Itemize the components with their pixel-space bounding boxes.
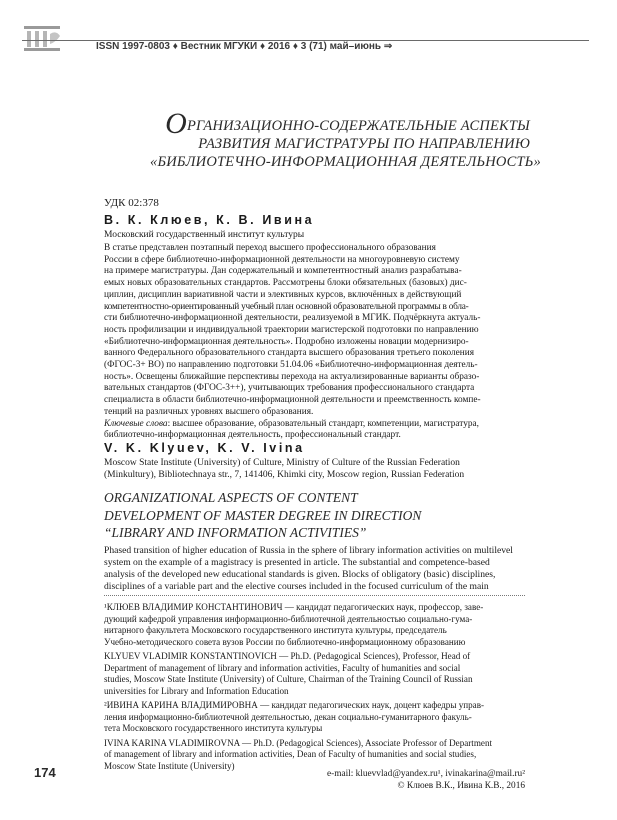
- footnote-line: Учебно-методического совета вузов России по библиотечно-информационному образованию: [104, 636, 466, 647]
- keywords-line-2: библиотечно-информационная деятельность, профессиональный стандарт.: [104, 430, 401, 441]
- abstract-ru-line: на примере магистратуры. Дан содержательный и компетентностный анализ разрабатыва-: [104, 266, 462, 277]
- copyright: © Клюев В.К., Ивина К.В., 2016: [397, 781, 525, 791]
- abstract-ru-line: тенций на различных уровнях высшего образования.: [104, 406, 314, 417]
- abstract-ru-line: специалиста в области библиотечно-информационной деятельности и преемственность компе-: [104, 395, 481, 406]
- abstract-ru-line: сти библиотечно-информационной деятельности, реализуемой в МГИК. Подчёркнута актуаль-: [104, 313, 481, 324]
- keywords-ru: [104, 419, 525, 431]
- author-emails[interactable]: e-mail: kluevvlad@yandex.ru¹, ivinakarina@mail.ru²: [327, 769, 525, 779]
- abstract-ru-line: ванного Федерального образовательного стандарта высшего образования третьего поколения: [104, 348, 474, 359]
- footnotes: [104, 602, 525, 775]
- keywords-line-1: : высшее образование, образовательный стандарт, компетенции, магистратура,: [167, 418, 479, 429]
- authors-en: V. K. Klyuev, K. V. Ivina: [104, 441, 305, 455]
- abstract-ru: [104, 243, 525, 442]
- affiliation-en-line: (Minkultury), Bibliotechnaya str., 7, 141406, Khimki city, Moscow region, Russian Federation: [104, 469, 465, 480]
- affiliation-ru: Московский государственный институт культуры: [104, 230, 305, 240]
- abstract-ru-line: ность профилизации и индивидуальной траектории магистерской подготовки по направлению: [104, 324, 479, 335]
- title-line-1: РГАНИЗАЦИОННО-СОДЕРЖАТЕЛЬНЫЕ АСПЕКТЫ: [187, 118, 530, 134]
- title-en-line: DEVELOPMENT OF MASTER DEGREE IN DIRECTION: [104, 507, 422, 523]
- page-header: [0, 0, 617, 60]
- keywords-label: Ключевые слова: [104, 418, 168, 429]
- abstract-en-line: analysis of the developed new educational standards is given. Blocks of obligatory (basic) disciplines,: [104, 569, 496, 580]
- footnote-klyuev-ru: [104, 602, 525, 648]
- title-en-line: “LIBRARY AND INFORMATION ACTIVITIES”: [104, 525, 367, 540]
- footnote-separator: [104, 595, 525, 596]
- footnote-line: studies, Moscow State Institute (University) of Culture, Chairman of the Training Council of Russian: [104, 674, 473, 684]
- title-en-line: ORGANIZATIONAL ASPECTS OF CONTENT: [104, 490, 358, 505]
- abstract-ru-line: циплин, дисциплин вариативной части и элективных курсов, включённых в действующий: [104, 289, 462, 300]
- title-drop-letter: О: [165, 107, 187, 140]
- footnote-line: ления информационно-библиотечной деятельностью, декан социально-гуманитарного факуль-: [104, 711, 472, 722]
- affiliation-en-line: Moscow State Institute (University) of Culture, Ministry of Culture of the Russian Federation: [104, 458, 460, 468]
- abstract-ru-line: вательных стандартов (ФГОС-3++), учитывающих требования профессионального стандарта: [104, 383, 475, 394]
- abstract-ru-line: емых новых образовательных стандартов. Рассмотрены блоки обязательных (базовых) дис-: [104, 278, 467, 289]
- footnote-ivina-en: [104, 738, 525, 773]
- footnote-klyuev-en: [104, 651, 525, 697]
- abstract-en-line: Phased transition of higher education of Russia in the sphere of library information activities on multilevel: [104, 545, 513, 556]
- page-number: 174: [34, 765, 56, 780]
- abstract-ru-line: компетентностно-ориентированный учебный план основной образовательной программы в обла-: [104, 301, 469, 312]
- abstract-ru-line: ность». Освещены ближайшие перспективы перехода на актуализированные варианты образо-: [104, 371, 480, 382]
- footnote-line: universities for Library and Information Education: [104, 685, 289, 696]
- footnote-line: Department of management of library and information activities, Faculty of humanities and social: [104, 662, 461, 673]
- abstract-ru-line: «Библиотечно-информационная деятельность». Подробно изложены новации модернизиро-: [104, 336, 469, 347]
- footnote-line: ¹КЛЮЕВ ВЛАДИМИР КОНСТАНТИНОВИЧ — кандидат педагогических наук, профессор, заве-: [104, 602, 484, 612]
- journal-info: ISSN 1997-0803 ♦ Вестник МГУКИ ♦ 2016 ♦ 3 (71) май–июнь ⇒: [96, 41, 393, 52]
- affiliation-en: [104, 458, 525, 481]
- authors-ru: В. К. Клюев, К. В. Ивина: [104, 213, 315, 227]
- footnote-line: дующий кафедрой управления информационно-библиотечной деятельностью социально-гума-: [104, 613, 473, 624]
- footnote-line: of management of library and information activities, Dean of Faculty of humanities and social studies,: [104, 749, 477, 759]
- udc-code: УДК 02:378: [104, 197, 159, 209]
- footnote-ivina-ru: [104, 700, 525, 735]
- footnote-line: ²ИВИНА КАРИНА ВЛАДИМИРОВНА — кандидат педагогических наук, доцент кафедры управ-: [104, 700, 485, 710]
- abstract-en-line: disciplines of a variable part and the elective courses included in the focused curriculum of the main: [104, 581, 489, 592]
- abstract-ru-line: (ФГОС-3+ ВО) по направлению подготовки 51.04.06 «Библиотечно-информационная деятель-: [104, 360, 478, 371]
- title-line-3: «БИБЛИОТЕЧНО-ИНФОРМАЦИОННАЯ ДЕЯТЕЛЬНОСТЬ»: [150, 154, 541, 170]
- abstract-en: [104, 545, 525, 593]
- footnote-line: IVINA KARINA VLADIMIROVNA — Ph.D. (Pedagogical Sciences), Associate Professor of Department: [104, 737, 493, 748]
- footnote-line: тета Московского государственного института культуры: [104, 723, 323, 733]
- article-title-ru: [150, 107, 541, 171]
- footnote-line: Moscow State Institute (University): [104, 760, 235, 771]
- footnote-line: нитарного факультета Московского государственного института культуры, председатель: [104, 625, 447, 635]
- title-line-2: РАЗВИТИЯ МАГИСТРАТУРЫ ПО НАПРАВЛЕНИЮ: [198, 136, 530, 152]
- article-title-en: [104, 489, 525, 542]
- abstract-en-line: system on the example of a magistracy is presented in article. The substantial and competence-based: [104, 557, 490, 568]
- footnote-line: KLYUEV VLADIMIR KONSTANTINOVICH — Ph.D. (Pedagogical Sciences), Professor, Head of: [104, 651, 471, 661]
- abstract-ru-line: В статье представлен поэтапный переход высшего профессионального образования: [104, 243, 436, 253]
- abstract-ru-line: России в сфере библиотечно-информационной деятельности на многоуровневую систему: [104, 254, 460, 265]
- columns-logo-icon: [22, 24, 62, 54]
